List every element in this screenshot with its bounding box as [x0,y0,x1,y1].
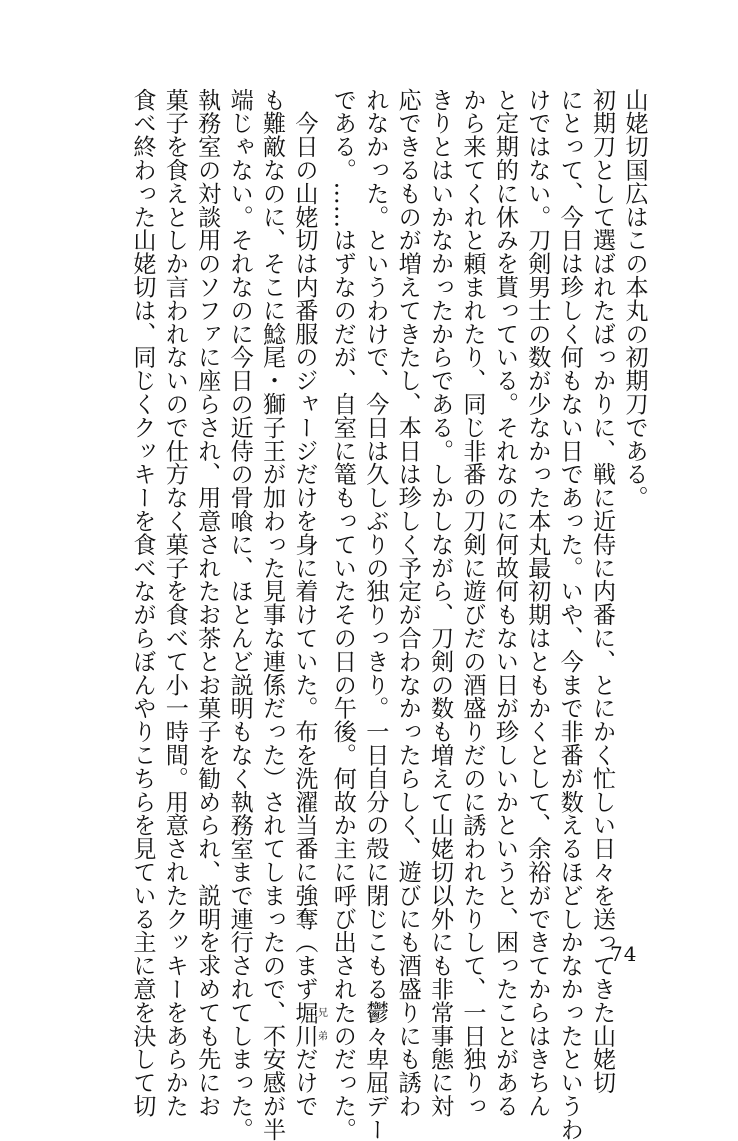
text-column: けではない。刀剣男士の数が少なかった本丸最初期はともかくとして、余裕ができてからはきちん [523,88,550,1118]
text-column: 食べ終わった山姥切は、同じくクッキーを食べながらぼんやりこちらを見ている主に意を決して切 [128,88,155,1118]
text-column: である。……はずなのだが、自室に篭もっていたその日の午後。何故か主に呼び出されたのだった。 [329,88,356,1141]
text-column: 今日の山姥切は内番服のジャージだけを身に着けていた。布を洗濯当番に強奪（まず堀川兄弟だけで [290,88,327,1118]
text-column: と定期的に休みを貰っている。それなのに何故何もない日が珍しいかというと、困ったことがある [491,88,518,1118]
text-column: きりとはいかなかったからである。しかしながら、刀剣の数も増えて山姥切以外にも非常事態に対 [426,88,453,1118]
text-column: 端じゃない。それなのに今日の近侍の骨喰に、ほとんど説明もなく執務室まで連行されてしまった。 [226,88,253,1141]
text-column: 山姥切国広はこの本丸の初期刀である。 [621,88,647,510]
text-column: 執務室の対談用のソファに座らされ、用意されたお茶とお菓子を勧められ、説明を求めても先にお [193,88,220,1118]
text-column: れなかった。というわけで、今日は久しぶりの独りっきり。一日自分の殻に閉じこもる鬱々卑屈デー [361,88,388,1141]
page-number: 74 [610,942,638,966]
text-column: にとって、今日は珍しく何もない日であった。いや、今まで非番が数えるほどしかなかったというわ [556,88,583,1141]
text-column: 初期刀として選ばれたばっかりに、戦に近侍に内番に、とにかく忙しい日々を送ってきた山姥切 [588,88,615,1095]
text-column: 菓子を食えとしか言われないので仕方なく菓子を食べて小一時間。用意されたクッキーをあらかた [161,88,188,1118]
ruby-text: 兄弟 [315,1000,327,1048]
text-column: 応できるものが増えてきたし、本日は珍しく予定が合わなかったらしく、遊びにも酒盛りにも誘わ [394,88,421,1118]
text-column: から来てくれと頼まれたり、同じ非番の刀剣に遊びだの酒盛りだのに誘われたりして、一日独りっ [458,88,485,1118]
text-column: も難敵なのに、そこに鯰尾・獅子王が加わった見事な連係だった）されてしまったので、不安感が半 [258,88,285,1141]
ruby-annotation: 堀川兄弟 [290,1000,327,1048]
